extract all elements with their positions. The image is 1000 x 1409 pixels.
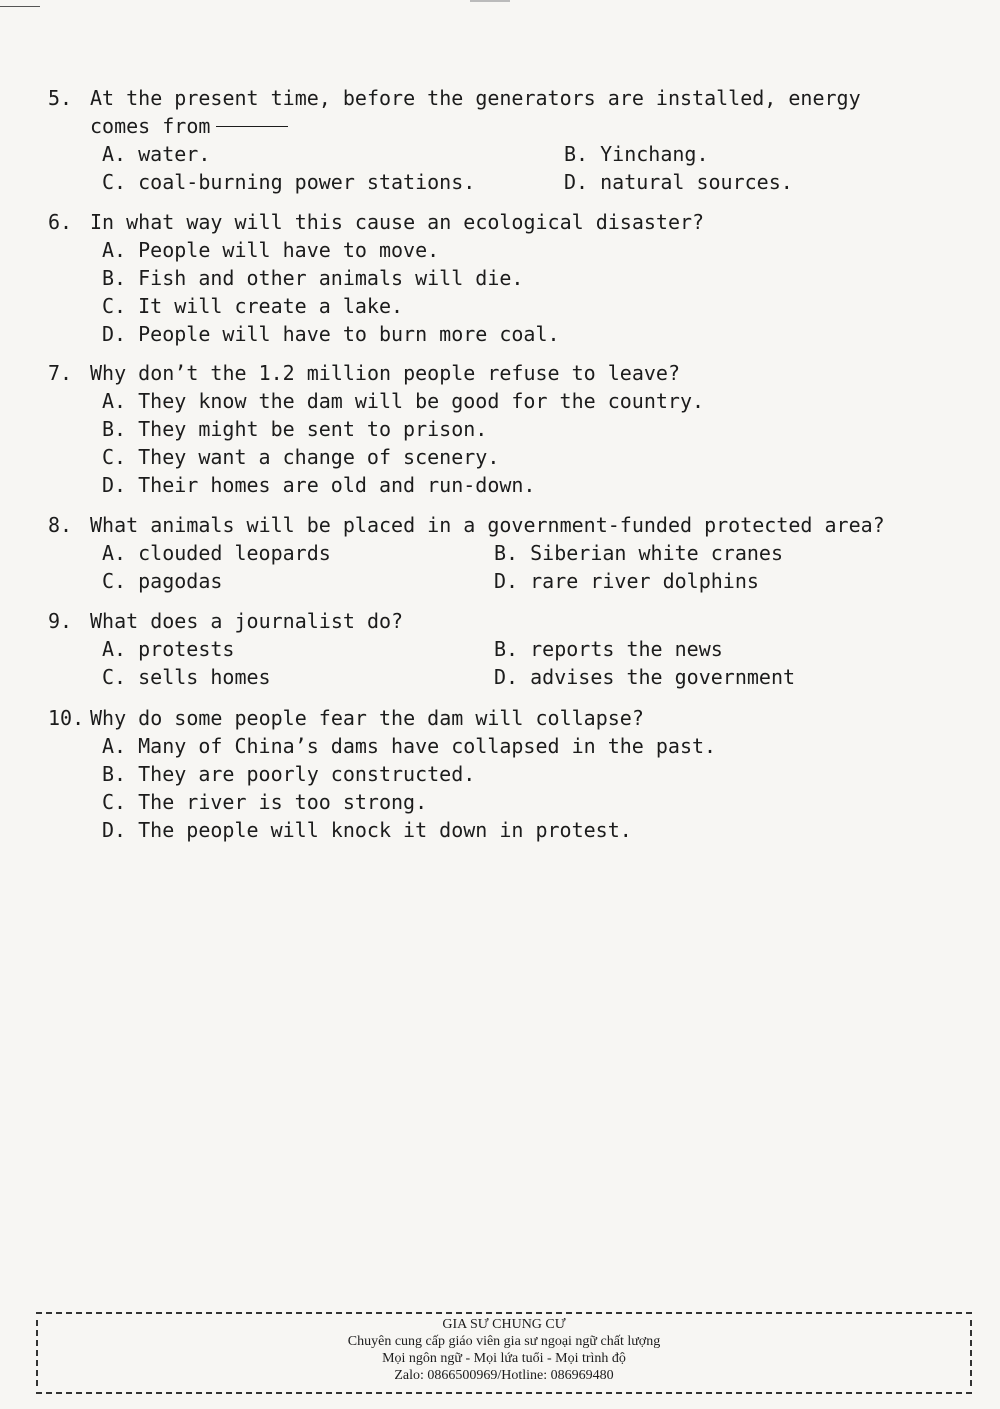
question-number: 10. bbox=[48, 706, 85, 730]
footer-tagline: Chuyên cung cấp giáo viên gia sư ngoại ngữ chất lượng bbox=[347, 1334, 661, 1349]
footer-slogan: Mọi ngôn ngữ - Mọi lứa tuổi - Mọi trình độ bbox=[382, 1351, 626, 1366]
options-grid bbox=[48, 635, 908, 691]
option-a[interactable]: A. Many of China’s dams have collapsed in the past. bbox=[102, 734, 717, 758]
question-7 bbox=[48, 359, 908, 499]
option-d[interactable]: D. The people will knock it down in protest. bbox=[102, 818, 632, 842]
scan-edge-mark bbox=[0, 6, 40, 7]
footer-border-right bbox=[970, 1320, 972, 1386]
question-number: 8. bbox=[48, 513, 73, 537]
question-number: 7. bbox=[48, 361, 73, 385]
question-stem: Why don’t the 1.2 million people refuse to leave? bbox=[90, 361, 681, 385]
footer-title: GIA SƯ CHUNG CƯ bbox=[442, 1317, 566, 1332]
options-grid bbox=[48, 140, 908, 196]
option-b[interactable]: B. reports the news bbox=[494, 637, 723, 661]
option-b[interactable]: B. They are poorly constructed. bbox=[102, 762, 476, 786]
option-d[interactable]: D. Their homes are old and run-down. bbox=[102, 473, 536, 497]
options-grid bbox=[48, 539, 908, 595]
question-number: 6. bbox=[48, 210, 73, 234]
option-a[interactable]: A. They know the dam will be good for the country. bbox=[102, 389, 705, 413]
option-d[interactable]: D. People will have to burn more coal. bbox=[102, 322, 560, 346]
option-b[interactable]: B. Yinchang. bbox=[564, 142, 709, 166]
question-stem: What does a journalist do? bbox=[90, 609, 404, 633]
question-8 bbox=[48, 511, 908, 595]
scan-edge-mark bbox=[470, 0, 510, 2]
footer-border-left bbox=[36, 1320, 38, 1386]
question-stem: At the present time, before the generators are installed, energy comes from bbox=[90, 86, 861, 138]
question-9 bbox=[48, 607, 908, 691]
option-d[interactable]: D. natural sources. bbox=[564, 170, 793, 194]
question-5 bbox=[48, 84, 908, 196]
question-number: 5. bbox=[48, 86, 73, 110]
option-a[interactable]: A. protests bbox=[102, 637, 235, 661]
footer-ad-box bbox=[36, 1312, 972, 1394]
option-c[interactable]: C. It will create a lake. bbox=[102, 294, 404, 318]
option-a[interactable]: A. People will have to move. bbox=[102, 238, 440, 262]
option-c[interactable]: C. sells homes bbox=[102, 665, 271, 689]
question-number: 9. bbox=[48, 609, 73, 633]
option-b[interactable]: B. Fish and other animals will die. bbox=[102, 266, 524, 290]
option-b[interactable]: B. Siberian white cranes bbox=[494, 541, 783, 565]
option-b[interactable]: B. They might be sent to prison. bbox=[102, 417, 488, 441]
option-c[interactable]: C. The river is too strong. bbox=[102, 790, 428, 814]
option-d[interactable]: D. rare river dolphins bbox=[494, 569, 759, 593]
option-c[interactable]: C. coal-burning power stations. bbox=[102, 170, 476, 194]
question-stem: Why do some people fear the dam will collapse? bbox=[90, 706, 644, 730]
option-d[interactable]: D. advises the government bbox=[494, 665, 796, 689]
option-a[interactable]: A. clouded leopards bbox=[102, 541, 331, 565]
question-6 bbox=[48, 208, 908, 348]
option-c[interactable]: C. pagodas bbox=[102, 569, 223, 593]
option-c[interactable]: C. They want a change of scenery. bbox=[102, 445, 500, 469]
question-stem: What animals will be placed in a government-funded protected area? bbox=[90, 513, 885, 537]
footer-contact: Zalo: 0866500969/Hotline: 086969480 bbox=[394, 1368, 614, 1383]
answer-blank[interactable] bbox=[216, 126, 288, 127]
option-a[interactable]: A. water. bbox=[102, 142, 211, 166]
question-10 bbox=[48, 704, 908, 844]
question-stem: In what way will this cause an ecological disaster? bbox=[90, 210, 705, 234]
